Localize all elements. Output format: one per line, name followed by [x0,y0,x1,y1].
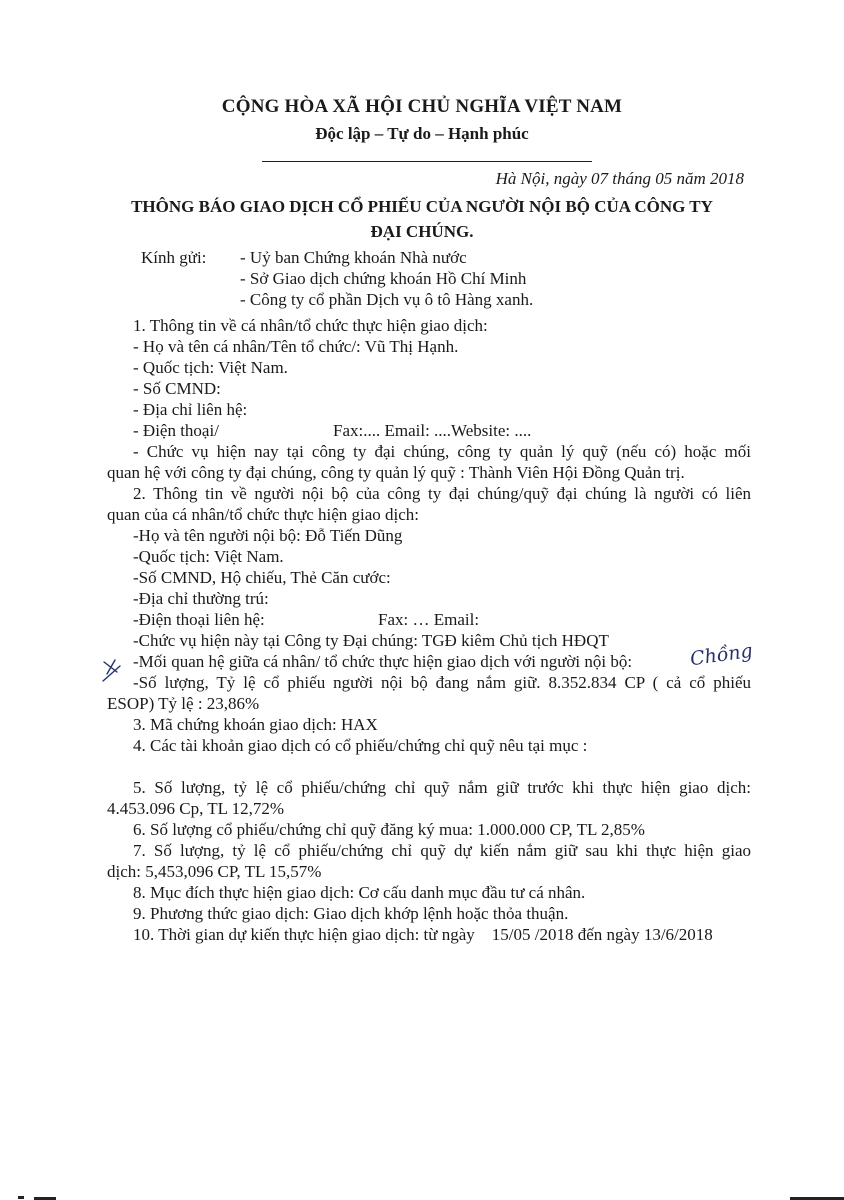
section-1-heading: 1. Thông tin về cá nhân/tổ chức thực hiện giao dịch: [133,316,488,335]
insider-address: -Địa chỉ thường trú: [133,589,269,608]
item-7-line-2: dịch: 5,453,096 CP, TL 15,57% [107,862,322,881]
recipient-item: - Uỷ ban Chứng khoán Nhà nước [240,248,467,267]
item-9-method: 9. Phương thức giao dịch: Giao dịch khớp lệnh hoặc thỏa thuận. [133,904,569,923]
section-2-heading-line-2: quan của cá nhân/tổ chức thực hiện giao dịch: [107,505,420,524]
insider-relationship: -Mối quan hệ giữa cá nhân/ tổ chức thực hiện giao dịch với người nội bộ: [133,652,633,671]
section-2-heading-line-1: 2. Thông tin về người nội bộ của công ty đại chúng/quỹ đại chúng là người có liên [133,484,751,503]
recipient-item: - Sở Giao dịch chứng khoán Hồ Chí Minh [240,269,527,288]
item-6-registered-purchase: 6. Số lượng cổ phiếu/chứng chỉ quỹ đăng ký mua: 1.000.000 CP, TL 2,85% [133,820,645,839]
insider-position: -Chức vụ hiện này tại Công ty Đại chúng: TGĐ kiêm Chủ tịch HĐQT [133,631,609,650]
individual-position-line-2: quan hệ với công ty đại chúng, công ty quản lý quỹ : Thành Viên Hội Đồng Quản trị. [107,463,685,482]
title-line-1: THÔNG BÁO GIAO DỊCH CỔ PHIẾU CỦA NGƯỜI NỘI BỘ CỦA CÔNG TY [131,197,713,216]
item-7-line-1: 7. Số lượng, tỷ lệ cổ phiếu/chứng chỉ quỹ dự kiến nắm giữ sau khi thực hiện giao [133,841,751,860]
recipients-label: Kính gửi: [141,248,207,267]
header-divider [262,161,592,162]
document-title [92,194,752,244]
individual-nationality: - Quốc tịch: Việt Nam. [133,358,288,377]
item-10-timeframe: 10. Thời gian dự kiến thực hiện giao dịch: từ ngày 15/05 /2018 đến ngày 13/6/2018 [133,925,713,944]
individual-name: - Họ và tên cá nhân/Tên tổ chức/: Vũ Thị Hạnh. [133,337,459,356]
individual-id-number: - Số CMND: [133,379,221,398]
item-5-line-1: 5. Số lượng, tỷ lệ cổ phiếu/chứng chỉ quỹ nắm giữ trước khi thực hiện giao dịch: [133,778,751,797]
recipient-item: - Công ty cổ phần Dịch vụ ô tô Hàng xanh. [240,290,534,309]
item-5-line-2: 4.453.096 Cp, TL 12,72% [107,799,285,818]
insider-id-number: -Số CMND, Hộ chiếu, Thẻ Căn cước: [133,568,391,587]
handwritten-margin-mark-icon [100,656,124,682]
item-3-security-code: 3. Mã chứng khoán giao dịch: HAX [133,715,378,734]
individual-position-line-1: - Chức vụ hiện nay tại công ty đại chúng, công ty quản lý quỹ (nếu có) hoặc mối [133,442,751,461]
insider-shares-line-1: -Số lượng, Tỷ lệ cổ phiếu người nội bộ đang nắm giữ. 8.352.834 CP ( cả cổ phiếu [133,673,751,692]
insider-fax-email: Fax: … Email: [378,610,480,629]
insider-shares-line-2: ESOP) Tỷ lệ : 23,86% [107,694,260,713]
motto: Độc lập – Tự do – Hạnh phúc [315,124,529,143]
nation-heading: CỘNG HÒA XÃ HỘI CHỦ NGHĨA VIỆT NAM [221,96,623,117]
insider-phone: -Điện thoại liên hệ: [133,610,265,629]
scan-edge-mark [18,1196,24,1199]
item-4-trading-accounts: 4. Các tài khoản giao dịch có cổ phiếu/chứng chỉ quỹ nêu tại mục : [133,736,588,755]
dateline: Hà Nội, ngày 07 tháng 05 năm 2018 [495,169,744,188]
title-line-2: ĐẠI CHÚNG. [370,222,474,241]
individual-address: - Địa chỉ liên hệ: [133,400,248,419]
insider-name: -Họ và tên người nội bộ: Đỗ Tiến Dũng [133,526,403,545]
item-8-purpose: 8. Mục đích thực hiện giao dịch: Cơ cấu danh mục đầu tư cá nhân. [133,883,586,902]
individual-fax-email-website: Fax:.... Email: ....Website: .... [333,421,532,440]
handwritten-relationship: Chồng [688,639,755,671]
individual-phone: - Điện thoại/ [133,421,219,440]
insider-nationality: -Quốc tịch: Việt Nam. [133,547,284,566]
